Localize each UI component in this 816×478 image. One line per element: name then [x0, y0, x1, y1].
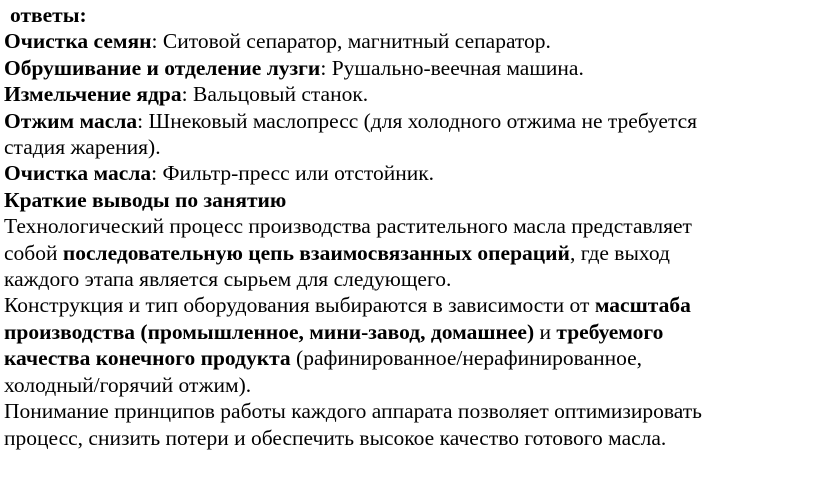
answer-term: Очистка семян — [4, 29, 152, 54]
answer-term: Очистка масла — [4, 161, 152, 186]
answer-term: Измельчение ядра — [4, 82, 182, 107]
paragraph-2-line-2: производства (промышленное, мини-завод, домашнее) и требуемого — [4, 319, 664, 344]
answer-text: стадия жарения). — [4, 135, 161, 160]
answer-term: Обрушивание и отделение лузги — [4, 55, 321, 80]
answer-text: Рушально-веечная машина. — [331, 55, 584, 80]
answer-text: Вальцовый станок. — [192, 82, 369, 107]
answer-text: Ситовой сепаратор, магнитный сепаратор. — [162, 29, 551, 54]
answer-term: Отжим масла — [4, 108, 138, 133]
answer-item-oil-pressing-cont — [4, 134, 816, 160]
paragraph-1-line-2: собой последовательную цепь взаимосвязанных операций, где выход — [4, 240, 670, 265]
answer-text: Фильтр-пресс или отстойник. — [162, 161, 435, 186]
paragraph-3-line-2: процесс, снизить потери и обеспечить высокое качество готового масла. — [4, 425, 667, 450]
paragraph-1-line-1: Технологический процесс производства растительного масла представляет — [4, 214, 692, 239]
paragraph-2-line-1: Конструкция и тип оборудования выбираются в зависимости от масштаба — [4, 293, 691, 318]
paragraph-3-line-1: Понимание принципов работы каждого аппарата позволяет оптимизировать — [4, 399, 702, 424]
answer-item-dehulling: Обрушивание и отделение лузги: Рушально-веечная машина. — [4, 55, 584, 80]
paragraph-2-line-4: холодный/горячий отжим). — [4, 372, 252, 397]
answers-heading: ответы: — [10, 3, 87, 27]
answer-item-seed-cleaning: Очистка семян: Ситовой сепаратор, магнитный сепаратор. — [4, 29, 551, 54]
answer-text: Шнековый маслопресс (для холодного отжима не требуется — [148, 108, 698, 133]
answer-item-oil-pressing: Отжим масла: Шнековый маслопресс (для холодного отжима не требуется — [4, 108, 698, 133]
answer-item-oil-cleaning: Очистка масла: Фильтр-пресс или отстойник. — [4, 161, 435, 186]
conclusions-heading: Краткие выводы по занятию — [4, 187, 287, 212]
answer-item-kernel-grinding: Измельчение ядра: Вальцовый станок. — [4, 82, 369, 107]
paragraph-1-line-3: каждого этапа является сырьем для следующего. — [4, 267, 452, 292]
paragraph-2-line-3: качества конечного продукта (рафинированное/нерафинированное, — [4, 346, 643, 371]
